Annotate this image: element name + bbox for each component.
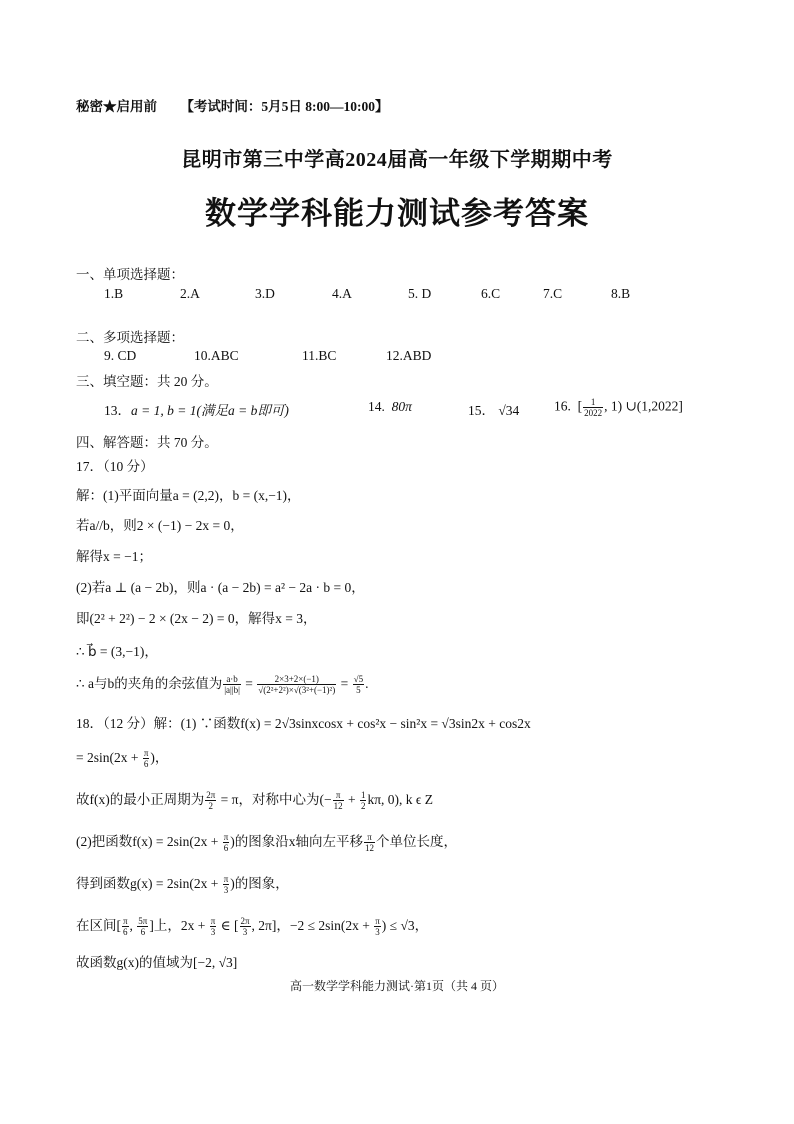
value-14: 80π [391, 399, 412, 414]
q18-gx-text: 得到函数g(x) = 2sin(2x + [76, 876, 222, 891]
fraction-pi-6: $\frac{\pi}{6}$ [143, 748, 149, 770]
answer-11: 11.BC [302, 348, 337, 363]
q18-heading: 18．（12 分）解：(1) ∵函数f(x) = 2√3sinxcosx + cos²x − sin²x = √3sin2x + cos2x [76, 716, 531, 731]
fraction-pi-3c: $\frac{\pi}{3}$ [375, 916, 380, 938]
answer-9: 9. CD [104, 348, 137, 363]
q18-line-1: = 2sin(2x + $\frac{\pi}{6}$ )， [76, 748, 169, 770]
section4-heading: 四、解答题：共 70 分。 [76, 435, 218, 450]
answer-2: 2.A [180, 286, 200, 301]
fraction-pi-3b: $\frac{\pi}{3}$ [210, 916, 216, 938]
answer-3: 3.D [255, 286, 275, 301]
fraction-ab-over-norms: $\frac{a\cdot b}{|a||b|}$ [224, 674, 240, 696]
label-13: 13． [104, 403, 131, 418]
section1-heading: 一、单项选择题： [76, 267, 184, 282]
answer-5: 5. D [408, 286, 432, 301]
value-15: √34 [498, 403, 520, 418]
fraction-2pi-3: $\frac{2\pi}{3}$ [240, 916, 250, 938]
fraction-1-2: $\frac{1}{2}$ [360, 790, 366, 812]
section2-heading: 二、多项选择题： [76, 330, 184, 345]
fraction-pi-6c: $\frac{\pi}{6}$ [123, 916, 128, 938]
q17-line-6: ∴ b⃗ = (3,−1)， [76, 644, 158, 659]
section3-heading: 三、填空题：共 20 分。 [76, 374, 218, 389]
q17-line-5: 即(2² + 2²) − 2 × (2x − 2) = 0，解得x = 3， [76, 611, 317, 626]
q17-line-4: (2)若a ⊥ (a − 2b)，则a · (a − 2b) = a² − 2a · b = 0， [76, 580, 365, 595]
q18-interval-text: 在区间[ [76, 918, 121, 933]
label-16: 16. [554, 398, 571, 414]
value-16-rest: , 1) ∪(1,2022] [604, 398, 683, 414]
exam-header [76, 95, 389, 115]
document-title: 数学学科能力测试参考答案 [205, 196, 589, 231]
q17-line-1: 解：(1)平面向量a = (2,2)，b = (x,−1)， [76, 488, 301, 503]
answer-12: 12.ABD [386, 348, 432, 363]
exam-time: 【考试时间：5月5日 8:00—10:00】 [180, 99, 389, 114]
q18-line-3: (2)把函数f(x) = 2sin(2x + $\frac{\pi}{6}$ )的图象沿x轴向左平移 $\frac{\pi}{12}$ 个单位长度， [76, 832, 458, 854]
fill-answer-14 [368, 399, 412, 415]
label-14: 14. [368, 399, 385, 414]
q18-line-6: 故函数g(x)的值域为[−2, √3] [76, 955, 238, 970]
fill-answer-16: 16. [ $\frac{1}{2022}$ , 1) ∪(1,2022] [554, 397, 683, 418]
secret-label: 秘密★启用前 [76, 99, 157, 114]
fraction-pi-3: $\frac{\pi}{3}$ [223, 874, 229, 896]
answer-8: 8.B [611, 286, 631, 301]
value-13: a = 1, b = 1(满足a = b即可) [131, 403, 289, 418]
school-title: 昆明市第三中学高2024届高一年级下学期期中考 [181, 149, 613, 171]
q18-shift-text: (2)把函数f(x) = 2sin(2x + [76, 834, 222, 849]
q17-line-2: 若a//b，则2 × (−1) − 2x = 0， [76, 518, 244, 533]
page-footer: 高一数学学科能力测试·第1页（共 4 页） [290, 979, 504, 993]
answer-10: 10.ABC [194, 348, 239, 363]
fill-answer-13 [104, 399, 289, 419]
q17-line-3: 解得x = −1； [76, 549, 152, 564]
fraction-sqrt5-over-5: $\frac{√5}{5}$ [353, 674, 364, 696]
answer-4: 4.A [332, 286, 352, 301]
answer-6: 6.C [481, 286, 501, 301]
fraction-cosine-value: $\frac{2\times 3+2\times(-1)}{\text{√(2²+2²)×√(3²+(−1)²)}}$ [258, 674, 336, 696]
fraction-pi-12: $\frac{\pi}{12}$ [333, 790, 343, 812]
fraction-pi-6b: $\frac{\pi}{6}$ [223, 832, 229, 854]
fraction-pi-12b: $\frac{\pi}{12}$ [365, 832, 375, 854]
answer-1: 1.B [104, 286, 124, 301]
q17-cosine-text: ∴ a与b的夹角的余弦值为 [76, 676, 223, 691]
fraction-2pi-2: $\frac{2\pi}{2}$ [206, 790, 216, 812]
answer-7: 7.C [543, 286, 563, 301]
q18-line-4: 得到函数g(x) = 2sin(2x + $\frac{\pi}{3}$ )的图象， [76, 874, 289, 896]
fraction-1-2022: $\frac{1}{2022}$ [584, 397, 603, 418]
label-15: 15． [468, 403, 495, 418]
q17-heading: 17．（10 分） [76, 459, 154, 474]
q18-line-5: 在区间[ $\frac{\pi}{6}$ , $\frac{5\pi}{6}$ ]上，2x + $\frac{\pi}{3}$ ∈ [ $\frac{2\pi}{3}$ , 2π]，−2 ≤ 2sin(2x + $\frac{\pi}{3}$ ) ≤ √3， [76, 916, 429, 938]
q18-expr: = 2sin(2x + [76, 750, 142, 765]
q18-line-2: 故f(x)的最小正周期为 $\frac{2\pi}{2}$ = π，对称中心为(− $\frac{\pi}{12}$ + $\frac{1}{2}$ kπ, 0), k ϵ Z [76, 790, 433, 812]
fill-answer-15 [468, 399, 519, 419]
q17-line-7: ∴ a与b的夹角的余弦值为 $\frac{a\cdot b}{|a||b|}$ = $\frac{2\times 3+2\times(-1)}{\text{√(2²+2²)×√(3²+(−1)²)}}$ = $\frac{√5}{5}$ . [76, 674, 369, 696]
fraction-5pi-6: $\frac{5\pi}{6}$ [138, 916, 148, 938]
q18-period-text: 故f(x)的最小正周期为 [76, 792, 205, 807]
